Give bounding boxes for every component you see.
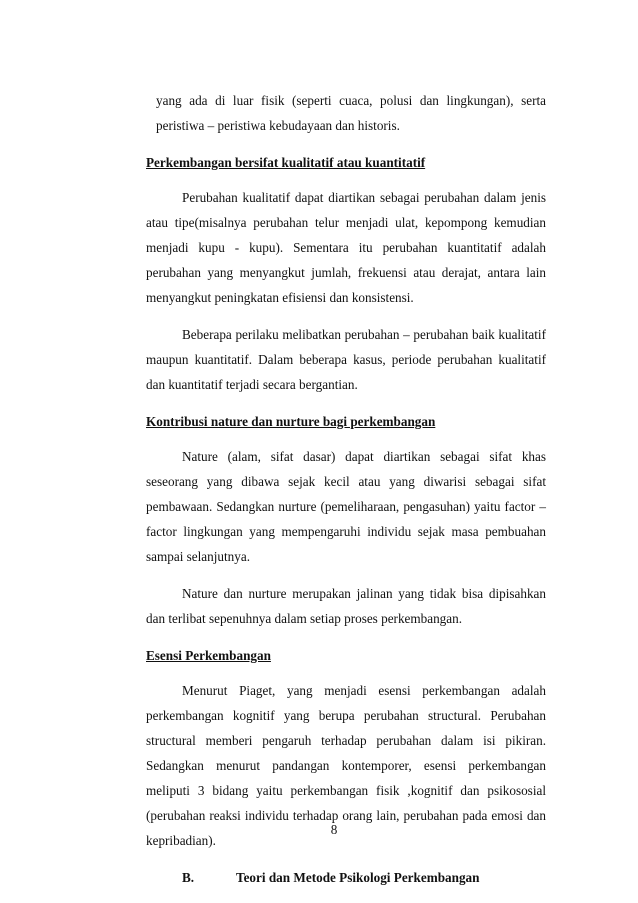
paragraph-nature-definition: Nature (alam, sifat dasar) dapat diartikan sebagai sifat khas seseorang yang dibawa sejak kecil atau yang diwarisi sebagai sifat pembawaan. Sedangkan nurture (pemeliharaan, pengasuhan) yaitu factor – factor lingkungan yang mempengaruhi individu sejak masa pembuahan sampai selanjutnya. [146, 449, 546, 564]
section-heading-b [146, 865, 546, 890]
paragraph-esensi-piaget: Menurut Piaget, yang menjadi esensi perkembangan adalah perkembangan kognitif yang berupa perubahan structural. Perubahan structural memberi pengaruh terhadap perubahan dalam isi pikiran. Sedangkan menurut pandangan kontemporer, esensi perkembangan meliputi 3 bidang yaitu perkembangan fisik ,kognitif dan psikososial (perubahan reaksi individu terhadap orang lain, perubahan pada emosi dan kepribadian). [146, 683, 546, 848]
page-number: 8 [330, 822, 338, 837]
paragraph-perubahan-kualitatif: Perubahan kualitatif dapat diartikan sebagai perubahan dalam jenis atau tipe(misalnya perubahan telur menjadi ulat, kepompong kemudian menjadi kupu - kupu). Sementara itu perubahan kuantitatif adalah perubahan yang menyangkut jumlah, frekuensi atau derajat, antara lain menyangkut peningkatan efisiensi dan konsistensi. [146, 190, 546, 305]
section-number: B. [182, 870, 195, 885]
heading-esensi-perkembangan: Esensi Perkembangan [146, 648, 271, 663]
heading-nature-nurture: Kontribusi nature dan nurture bagi perkembangan [146, 414, 436, 429]
section-title: Teori dan Metode Psikologi Perkembangan [236, 870, 480, 885]
continuation-paragraph: yang ada di luar fisik (seperti cuaca, polusi dan lingkungan), serta peristiwa – peristiwa kebudayaan dan historis. [156, 93, 546, 133]
heading-kualitatif-kuantitatif: Perkembangan bersifat kualitatif atau kuantitatif [146, 155, 426, 170]
paragraph-perilaku-perubahan: Beberapa perilaku melibatkan perubahan – perubahan baik kualitatif maupun kuantitatif. Dalam beberapa kasus, periode perubahan kualitatif dan kuantitatif terjadi secara bergantian. [146, 327, 546, 392]
paragraph-nature-nurture-jalinan: Nature dan nurture merupakan jalinan yang tidak bisa dipisahkan dan terlibat sepenuhnya dalam setiap proses perkembangan. [146, 586, 546, 626]
page-content [146, 88, 546, 890]
